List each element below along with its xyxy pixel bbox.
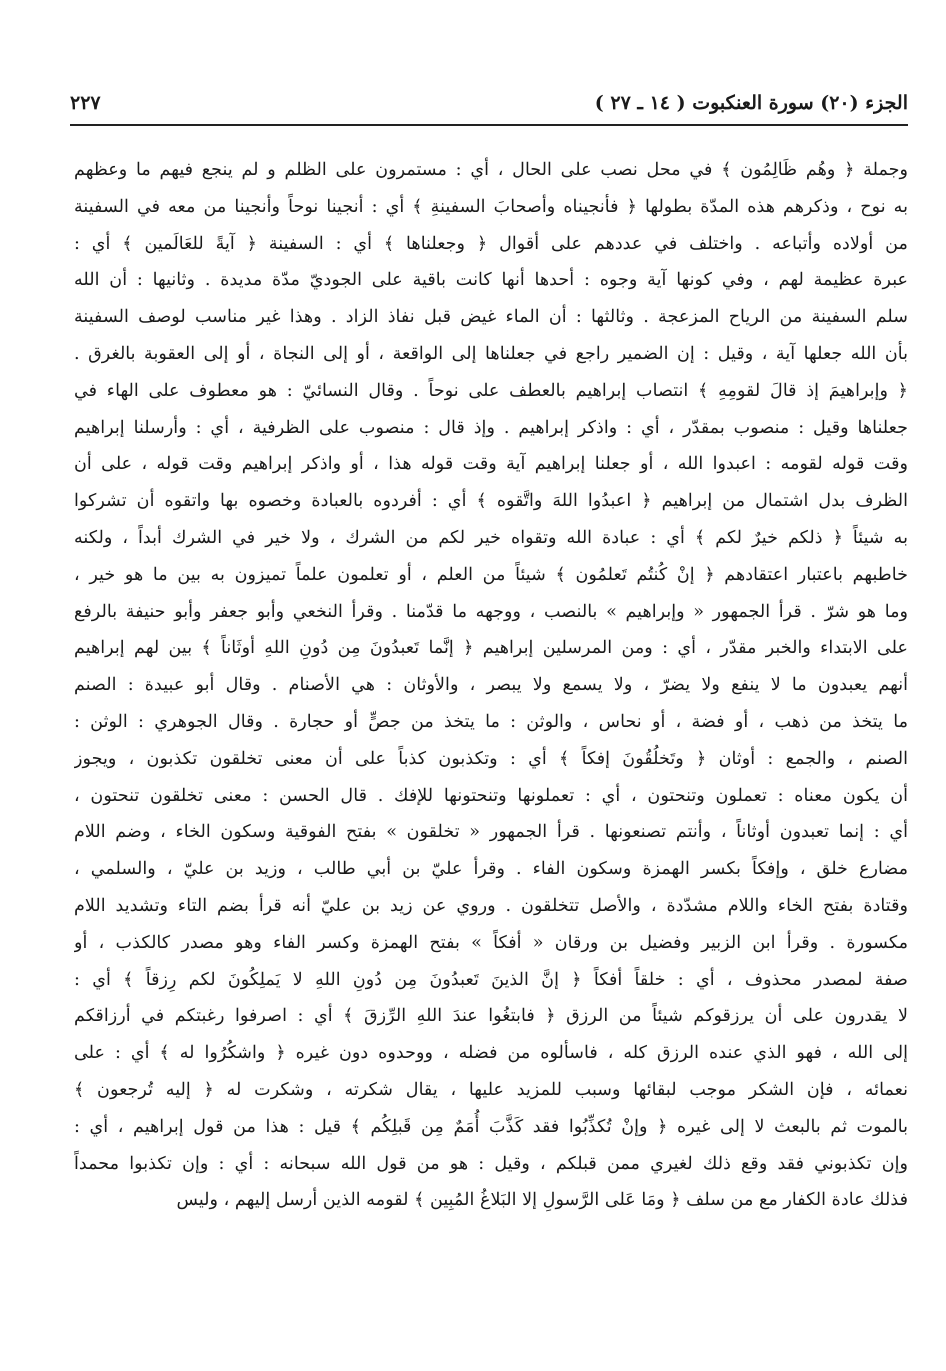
text-line: نعمائه ، فإن الشكر موجب لبقائها وسبب للمزيد عليها ، يقال شكرته ، وشكرت له ﴿ إليه تُرجعون ﴾: [74, 1079, 908, 1100]
text-line: فذلك عادة الكفار مع من سلف ﴿ ومَا عَلى الرَّسولِ إلا البَلاغُ المُبِين ﴾ لقومه الذين أرسل إليهم ، وليس: [176, 1190, 908, 1211]
text-line: بالموت ثم بالبعث لا إلى غيره ﴿ وإنْ تُكذِّبُوا فقد كَذَّبَ أُمَمٌ مِن قَبلِكُم ﴾ قيل : هذا من قول إبراهيم ، أي :: [74, 1116, 908, 1137]
text-line: بأن الله جعلها آية ، وقيل : إن الضمير راجع في جعلناها إلى الواقعة ، أو إلى النجاة ، أو إلى العقوبة بالغرق .: [74, 343, 908, 364]
text-line: الظرف بدل اشتمال من إبراهيم ﴿ اعبدُوا اللهَ واتَّقوه ﴾ أي : أفردوه بالعبادة وخصوه بها واتقوه أن تشركوا: [74, 491, 908, 512]
text-line: عبرة عظيمة لهم ، وفي كونها آية وجوه : أحدها أنها كانت باقية على الجوديّ مدّة مديدة . وثانيها : أن الله: [74, 270, 908, 291]
header-divider: [70, 124, 908, 126]
text-line: وإن تكذبوني فقد وقع ذلك لغيري ممن قبلكم ، وقيل : هو من قول الله سبحانه : أي : وإن تكذبوا محمداً: [74, 1153, 908, 1174]
text-line: وقت قوله لقومه : اعبدوا الله ، أو جعلنا إبراهيم آية وقت قوله هذا ، أو واذكر إبراهيم وقت قوله ، على أن: [74, 454, 908, 475]
text-line: إلى الله ، فهو الذي عنده الرزق كله ، فاسألوه من فضله ، ووحدوه دون غيره ﴿ واشكُرُوا له ﴾ أي : على: [74, 1043, 908, 1064]
text-line: خاطبهم باعتبار اعتقادهم ﴿ إنْ كُنتُم تَعلمُون ﴾ شيئاً من العلم ، أو تعلمون علماً تميزون به بين ما هو خير ،: [74, 564, 908, 585]
text-line: به شيئاً ﴿ ذلكم خيرٌ لكم ﴾ أي : عبادة الله وتقواه خير لكم من الشرك ، ولا خير في الشرك أبداً ، ولكنه: [74, 527, 908, 548]
text-line: به نوح ، وذكرهم هذه المدّة بطولها ﴿ فأنجيناه وأصحابَ السفينةِ ﴾ أي : أنجينا نوحاً وأنجينا من معه في السفينة: [74, 196, 908, 217]
text-line: وقتادة بفتح الخاء واللام مشدّدة ، والأصل تتخلقون . وروي عن زيد بن عليّ أنه قرأ بضم التاء وتشديد اللام: [74, 895, 908, 916]
text-line: ما يتخذ من ذهب ، أو فضة ، أو نحاس ، والوثن : ما يتخذ من جصٍّ أو حجارة . وقال الجوهري : الوثن :: [74, 711, 908, 732]
body-text: [74, 152, 908, 1352]
page-header: [70, 90, 908, 124]
text-line: أن يكون معناه : تعملون وتنحتون ، أي : تعملونها وتنحتونها للإفك . قال الحسن : معنى تخلقون تنحتون ،: [74, 785, 908, 806]
text-line: وما هو شرّ . قرأ الجمهور « وإبراهيم » بالنصب ، ووجهه ما قدّمنا . وقرأ النخعي وأبو جعفر وأبو حنيفة بالرفع: [74, 601, 908, 622]
text-line: من أولاده وأتباعه . واختلف في عددهم على أقوال ﴿ وجعلناها ﴾ أي : السفينة ﴿ آيةً للعَالَمين ﴾ أي :: [74, 233, 908, 254]
text-line: أنهم يعبدون ما لا ينفع ولا يضرّ ، ولا يسمع ولا يبصر ، والأوثان : هي الأصنام . وقال أبو عبيدة : الصنم: [74, 675, 908, 696]
text-line: أي : إنما تعبدون أوثاناً ، وأنتم تصنعونها . قرأ الجمهور « تخلقون » بفتح الفوقية وسكون الخاء ، وضم اللام: [74, 822, 908, 843]
text-line: وجملة ﴿ وهُم ظَالِمُون ﴾ في محل نصب على الحال ، أي : مستمرون على الظلم و لم ينجع فيهم ما وعظهم: [74, 160, 908, 180]
text-line: مضارع خلق ، وإفكاً بكسر الهمزة وسكون الفاء . وقرأ عليّ بن أبي طالب ، وزيد بن عليّ ، والسلمي ،: [74, 859, 908, 880]
text-line: ﴿ وإبراهيمَ إذ قالَ لقومِهِ ﴾ انتصاب إبراهيم بالعطف على نوحاً . وقال النسائيّ : هو معطوف على الهاء في: [74, 380, 908, 401]
text-line: لا يقدرون على أن يرزقوكم شيئاً من الرزق ﴿ فابتغُوا عندَ اللهِ الرِّزقَ ﴾ أي : اصرفوا رغبتكم في أرزاقكم: [74, 1006, 908, 1027]
text-line: الصنم ، والجمع : أوثان ﴿ وتَخلُقُونَ إفكاً ﴾ أي : وتكذبون كذباً على أن معنى تخلقون تكذبون ، ويجوز: [74, 748, 908, 769]
header-title: الجزء (٢٠) سورة العنكبوت ( ١٤ ـ ٢٧ ): [594, 92, 908, 114]
text-line: سلم السفينة من الرياح المزعجة . وثالثها : أن الماء غيض قبل نفاذ الزاد . وهذا غير مناسب لوصف السفينة: [74, 307, 908, 328]
page-number: ٢٢٧: [70, 92, 101, 114]
text-line: مكسورة . وقرأ ابن الزبير وفضيل بن ورقان « أفكاً » بفتح الهمزة وكسر الفاء وهو مصدر كالكذب ، أو: [74, 932, 908, 953]
text-line: جعلناها وقيل : منصوب بمقدّر ، أي : واذكر إبراهيم . وإذ قال : منصوب على الظرفية ، أي : وأرسلنا إبراهيم: [74, 417, 908, 438]
text-line: صفة لمصدر محذوف ، أي : خلقاً أفكاً ﴿ إنَّ الذينَ تَعبدُونَ مِن دُونِ اللهِ لا يَملِكُونَ لكم رِزقاً ﴾ أي :: [74, 969, 908, 990]
text-line: على الابتداء والخبر مقدّر ، أي : ومن المرسلين إبراهيم ﴿ إنَّما تَعبدُونَ مِن دُونِ اللهِ أوثَاناً ﴾ بين لهم إبراهيم: [74, 638, 908, 659]
